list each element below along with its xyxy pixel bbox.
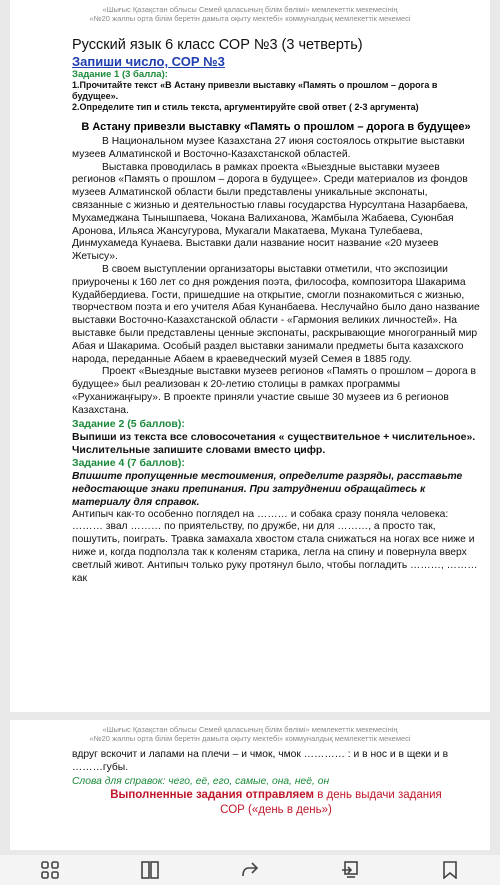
notice-part-2: в день выдачи задания — [314, 788, 442, 801]
pages-icon[interactable] — [139, 859, 161, 881]
school-header-page2 — [10, 720, 490, 743]
header-line-2: «№20 жалпы орта білім беретін дамыта оқыту мектебі» коммуналдық мемлекеттік мекемесі — [89, 734, 411, 743]
task1-line2: 2.Определите тип и стиль текста, аргументируйте свой ответ ( 2-3 аргумента) — [72, 102, 419, 112]
header-line-2: «№20 жалпы орта білім беретін дамыта оқыту мектебі» коммуналдық мемлекеттік мекемесі — [89, 14, 411, 23]
grid-view-icon[interactable] — [39, 859, 61, 881]
task2-text: Выпиши из текста все словосочетания « существительное + числительное». Числительные запишите словами вместо цифр. — [72, 430, 476, 456]
paragraph-1: В Национальном музее Казахстана 27 июня состоялось открытие выставки музеев Алматинской и Восточно-Казахстанской областей. — [72, 136, 465, 160]
task4-instruction: Впишите пропущенные местоимения, определите разряды, расставьте недостающие знаки препинания. При затруднении обращайтесь к материалу для справок. — [72, 470, 463, 508]
bottom-toolbar — [0, 855, 500, 885]
send-to-device-icon[interactable] — [339, 859, 361, 881]
paragraph-4: Проект «Выездные выставки музеев регионов «Память о прошлом – дорога в будущее» был реализован к 20-летию столицы в рамках программы «Руханижаңғыру». В проекте приняли участие свыше 30 музеев из 6 регионов Казахстана. — [72, 366, 477, 416]
task2-label: Задание 2 (5 баллов): — [72, 417, 185, 430]
document-page-1 — [10, 0, 490, 712]
submission-notice — [72, 788, 480, 818]
paragraph-3: В своем выступлении организаторы выставки отметили, что экспозиции приурочены к 160 лет со дня рождения поэта, философа, композитора Шакарима Кудайбердиева. Гости, пришедшие на открытие, смогли познакомиться с жизнью, творчеством поэта и его учителя Абая Кунанбаева. Неслучайно было дано название выставки Восточно-Казахстанской области - «Гармония великих личностей». На выставке были представлены ценные экспонаты, раскрывающие многогранный мир Абая и Шакарима. Особый раздел выставки занимали предметы быта казахского народа, переданные Абаем в краеведческий музей Семея в 1885 году. — [72, 263, 480, 365]
hint-words: Слова для справок: чего, её, его, самые, она, неё, он — [72, 775, 330, 787]
paragraph-2: Выставка проводилась в рамках проекта «Выездные выставки музеев регионов «Память о прошлом – дорога в будущее». Среди материалов из фондов музеев Алматинской области были представлены уникальные экспонаты, связанные с жизнью и деятельностью главы государства Нурсултана Назарбаева, Мухамеджана Тынышпаева, Чокана Валиханова, Жамбыла Жабаева, Суюнбая Аронова, Ильяса Жансугурова, Мукагали Макатаева, Мукана Тулебаева, Динмухамеда Кунаева. Выставки дали название носит название «20 музеев Жетысу». — [72, 161, 469, 263]
notice-part-1: Выполненные задания отправляем — [110, 788, 314, 801]
school-header — [10, 0, 490, 23]
share-icon[interactable] — [239, 859, 261, 881]
task4-text: Антипыч как-то особенно поглядел на ……… и собака сразу поняла человека: ……… звал ……… по приятельству, по дружбе, ни для ………, а просто так, пошутить, поиграть. Травка замахала хвостом стала снижаться на ногах все ниже и ниже и, когда подползла так к коленям старика, легла на спину и повернула вверх светлый живот. Антипыч только руку протянул было, чтобы погладить ………, ……… как — [72, 508, 478, 584]
document-page-2 — [10, 720, 490, 850]
header-line-1: «Шығыс Қазақстан облысы Семей қаласының білім бөлімі» мемлекеттік мекемесінің — [102, 5, 398, 14]
header-line-1: «Шығыс Қазақстан облысы Семей қаласының білім бөлімі» мемлекеттік мекемесінің — [102, 725, 398, 734]
page2-text: вдруг вскочит и лапами на плечи – и чмок, чмок ………… : и в нос и в щеки и в ………губы. — [72, 749, 449, 773]
doc-subtitle: Запиши число, СОР №3 — [72, 54, 225, 69]
task4-label: Задание 4 (7 баллов): — [72, 456, 185, 469]
task1-label: Задание 1 (3 балла): — [72, 69, 168, 80]
bookmark-icon[interactable] — [439, 859, 461, 881]
notice-part-3: СОР («день в день») — [220, 803, 332, 816]
doc-title: Русский язык 6 класс СОР №3 (3 четверть) — [72, 37, 363, 53]
task1-line1: 1.Прочитайте текст «В Астану привезли выставку «Память о прошлом – дорога в будущее». — [72, 80, 438, 101]
text-title: В Астану привезли выставку «Память о прошлом – дорога в будущее» — [81, 121, 471, 133]
